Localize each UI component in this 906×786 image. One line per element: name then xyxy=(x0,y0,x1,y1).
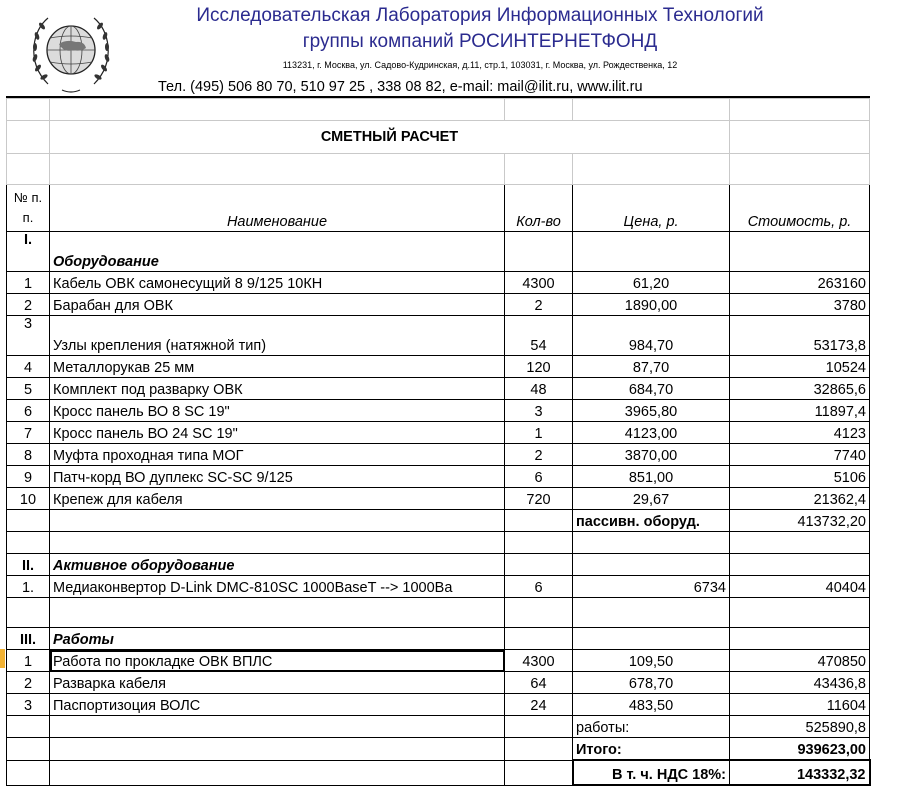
sheet-cell[interactable] xyxy=(730,628,870,650)
item-price[interactable]: 4123,00 xyxy=(573,422,730,444)
item-num[interactable]: 1. xyxy=(7,576,50,598)
sheet-cell[interactable] xyxy=(7,716,50,738)
col-header-price[interactable]: Цена, р. xyxy=(573,185,730,232)
sheet-cell[interactable] xyxy=(7,154,50,185)
item-price[interactable]: 29,67 xyxy=(573,488,730,510)
item-qty[interactable]: 48 xyxy=(505,378,573,400)
item-qty[interactable]: 6 xyxy=(505,576,573,598)
sheet-cell[interactable] xyxy=(573,99,730,121)
section-title[interactable]: Работы xyxy=(50,628,505,650)
sheet-cell[interactable] xyxy=(50,510,505,532)
item-num[interactable]: 6 xyxy=(7,400,50,422)
lab-title: Исследовательская Лаборатория Информационных Технологий xyxy=(196,5,764,26)
sheet-cell[interactable] xyxy=(50,738,505,761)
table-row xyxy=(7,400,870,422)
item-qty[interactable]: 6 xyxy=(505,466,573,488)
sheet-cell[interactable] xyxy=(50,716,505,738)
company-title: группы компаний РОСИНТЕРНЕТФОНД xyxy=(302,31,658,52)
table-row xyxy=(7,576,870,598)
sheet-cell[interactable] xyxy=(505,510,573,532)
sheet-cell[interactable] xyxy=(7,510,50,532)
item-name[interactable]: Металлорукав 25 мм xyxy=(50,356,505,378)
item-qty[interactable]: 3 xyxy=(505,400,573,422)
sheet-cell[interactable] xyxy=(7,598,50,628)
col-header-num[interactable]: № п. п. xyxy=(7,185,50,232)
works-total-value[interactable]: 525890,8 xyxy=(730,716,870,738)
table-row xyxy=(7,466,870,488)
item-name[interactable]: Барабан для ОВК xyxy=(50,294,505,316)
sheet-cell[interactable] xyxy=(50,532,505,554)
sheet-cell[interactable] xyxy=(7,99,50,121)
sheet-cell[interactable] xyxy=(505,99,573,121)
sheet-cell[interactable] xyxy=(7,760,50,785)
item-cost[interactable]: 470850 xyxy=(730,650,870,672)
laurel-right-stem xyxy=(94,18,108,84)
item-price[interactable]: 3965,80 xyxy=(573,400,730,422)
item-num[interactable]: 2 xyxy=(7,672,50,694)
sheet-cell[interactable] xyxy=(50,154,505,185)
sheet-cell[interactable] xyxy=(730,232,870,272)
table-row xyxy=(7,672,870,694)
item-price[interactable]: 483,50 xyxy=(573,694,730,716)
spacer-row xyxy=(7,532,870,554)
item-cost[interactable]: 32865,6 xyxy=(730,378,870,400)
sheet-cell[interactable] xyxy=(7,532,50,554)
passive-total-value[interactable]: 413732,20 xyxy=(730,510,870,532)
item-num[interactable]: 3 xyxy=(7,694,50,716)
item-num[interactable]: 2 xyxy=(7,294,50,316)
item-name[interactable]: Кабель ОВК самонесущий 8 9/125 10КН xyxy=(50,272,505,294)
item-num[interactable]: 10 xyxy=(7,488,50,510)
spacer-row xyxy=(7,99,870,121)
table-row xyxy=(7,316,870,356)
item-num[interactable]: 1 xyxy=(7,650,50,672)
sheet-cell[interactable] xyxy=(573,532,730,554)
item-price[interactable]: 6734 xyxy=(573,576,730,598)
item-price[interactable]: 87,70 xyxy=(573,356,730,378)
subtotal-row-passive xyxy=(7,510,870,532)
item-qty[interactable]: 4300 xyxy=(505,650,573,672)
laurel-left-stem xyxy=(34,18,48,84)
item-qty[interactable]: 64 xyxy=(505,672,573,694)
item-cost[interactable]: 53173,8 xyxy=(730,316,870,356)
section-row-equipment xyxy=(7,232,870,272)
vat-value[interactable]: 143332,32 xyxy=(730,760,870,785)
table-row xyxy=(7,650,870,672)
item-price[interactable]: 61,20 xyxy=(573,272,730,294)
spreadsheet-grid xyxy=(6,98,871,786)
item-qty[interactable]: 2 xyxy=(505,294,573,316)
item-price[interactable]: 109,50 xyxy=(573,650,730,672)
item-name[interactable]: Паспортизоция ВОЛС xyxy=(50,694,505,716)
item-cost[interactable]: 21362,4 xyxy=(730,488,870,510)
item-name[interactable]: Крепеж для кабеля xyxy=(50,488,505,510)
sheet-cell[interactable] xyxy=(573,628,730,650)
item-name[interactable]: Медиаконвертор D-Link DMC-810SC 1000BaseT --> 1000Ba xyxy=(50,576,505,598)
item-price[interactable]: 851,00 xyxy=(573,466,730,488)
table-row xyxy=(7,356,870,378)
table-row xyxy=(7,488,870,510)
sheet-cell[interactable] xyxy=(573,598,730,628)
item-name[interactable]: Муфта проходная типа МОГ xyxy=(50,444,505,466)
column-header-row xyxy=(7,185,870,232)
item-qty[interactable]: 120 xyxy=(505,356,573,378)
sheet-cell[interactable] xyxy=(730,554,870,576)
active-row-marker xyxy=(0,649,5,668)
item-price[interactable]: 684,70 xyxy=(573,378,730,400)
sheet-cell[interactable] xyxy=(50,99,505,121)
item-num[interactable]: 5 xyxy=(7,378,50,400)
sheet-cell[interactable] xyxy=(505,738,573,761)
item-cost[interactable]: 5106 xyxy=(730,466,870,488)
item-qty[interactable]: 1 xyxy=(505,422,573,444)
item-qty[interactable]: 24 xyxy=(505,694,573,716)
section-title[interactable]: Оборудование xyxy=(50,232,505,272)
item-name[interactable]: Кросс панель ВО 24 SC 19" xyxy=(50,422,505,444)
item-name[interactable]: Патч-корд ВО дуплекс SC-SC 9/125 xyxy=(50,466,505,488)
ribbon-icon xyxy=(62,90,80,92)
item-cost[interactable]: 3780 xyxy=(730,294,870,316)
sheet-cell[interactable] xyxy=(730,532,870,554)
item-qty[interactable]: 720 xyxy=(505,488,573,510)
subtotal-row-works xyxy=(7,716,870,738)
sheet-cell[interactable] xyxy=(573,554,730,576)
sheet-cell[interactable] xyxy=(50,598,505,628)
vat-row xyxy=(7,760,870,785)
item-price[interactable]: 678,70 xyxy=(573,672,730,694)
address-line: 113231, г. Москва, ул. Садово-Кудринская, д.11, стр.1, 103031, г. Москва, ул. Рождественка, 12 xyxy=(282,60,678,70)
item-qty[interactable]: 4300 xyxy=(505,272,573,294)
item-cost[interactable]: 11897,4 xyxy=(730,400,870,422)
sheet-cell[interactable] xyxy=(730,154,870,185)
grand-total-value[interactable]: 939623,00 xyxy=(730,738,870,761)
item-qty[interactable]: 2 xyxy=(505,444,573,466)
sheet-cell[interactable] xyxy=(730,99,870,121)
item-qty[interactable]: 54 xyxy=(505,316,573,356)
sheet-cell[interactable] xyxy=(505,598,573,628)
item-num[interactable]: 9 xyxy=(7,466,50,488)
sheet-cell[interactable] xyxy=(730,121,870,154)
item-name[interactable]: Разварка кабеля xyxy=(50,672,505,694)
item-num[interactable]: 3 xyxy=(7,316,50,356)
table-row xyxy=(7,422,870,444)
contacts-line: Тел. (495) 506 80 70, 510 97 25 , 338 08 82, e-mail: mail@ilit.ru, www.ilit.ru xyxy=(158,79,643,95)
spacer-row xyxy=(7,154,870,185)
item-cost[interactable]: 263160 xyxy=(730,272,870,294)
total-row xyxy=(7,738,870,761)
works-total-label[interactable]: работы: xyxy=(573,716,730,738)
table-row xyxy=(7,272,870,294)
section-num[interactable]: II. xyxy=(7,554,50,576)
table-row xyxy=(7,444,870,466)
col-header-cost[interactable]: Стоимость, р. xyxy=(730,185,870,232)
grand-total-label[interactable]: Итого: xyxy=(573,738,730,761)
sheet-cell[interactable] xyxy=(50,760,505,785)
item-name-selected-cell[interactable]: Работа по прокладке ОВК ВПЛС xyxy=(50,650,505,672)
table-row xyxy=(7,378,870,400)
section-row-works xyxy=(7,628,870,650)
col-header-qty[interactable]: Кол-во xyxy=(505,185,573,232)
sheet-cell[interactable] xyxy=(505,628,573,650)
item-num[interactable]: 4 xyxy=(7,356,50,378)
sheet-cell[interactable] xyxy=(730,598,870,628)
item-cost[interactable]: 40404 xyxy=(730,576,870,598)
sheet-cell[interactable] xyxy=(573,154,730,185)
sheet-cell[interactable] xyxy=(573,232,730,272)
sheet-cell[interactable] xyxy=(7,738,50,761)
sheet-cell[interactable] xyxy=(505,154,573,185)
item-price[interactable]: 3870,00 xyxy=(573,444,730,466)
spacer-row xyxy=(7,598,870,628)
section-title[interactable]: Активное оборудование xyxy=(50,554,505,576)
col-header-name[interactable]: Наименование xyxy=(50,185,505,232)
document-title[interactable]: СМЕТНЫЙ РАСЧЕТ xyxy=(50,121,730,154)
sheet-cell[interactable] xyxy=(505,232,573,272)
item-name[interactable]: Узлы крепления (натяжной тип) xyxy=(50,316,505,356)
sheet-cell[interactable] xyxy=(505,532,573,554)
item-num[interactable]: 1 xyxy=(7,272,50,294)
table-row xyxy=(7,694,870,716)
organization-logo xyxy=(26,6,116,96)
sheet-cell[interactable] xyxy=(505,716,573,738)
table-row xyxy=(7,294,870,316)
section-num[interactable]: III. xyxy=(7,628,50,650)
item-cost[interactable]: 11604 xyxy=(730,694,870,716)
sheet-cell[interactable] xyxy=(505,760,573,785)
item-cost[interactable]: 10524 xyxy=(730,356,870,378)
item-cost[interactable]: 7740 xyxy=(730,444,870,466)
section-row-active xyxy=(7,554,870,576)
item-num[interactable]: 7 xyxy=(7,422,50,444)
item-name[interactable]: Кросс панель ВО 8 SC 19" xyxy=(50,400,505,422)
sheet-cell[interactable] xyxy=(7,121,50,154)
item-price[interactable]: 984,70 xyxy=(573,316,730,356)
item-cost[interactable]: 4123 xyxy=(730,422,870,444)
item-name[interactable]: Комплект под разварку ОВК xyxy=(50,378,505,400)
passive-total-label[interactable]: пассивн. оборуд. xyxy=(573,510,730,532)
item-price[interactable]: 1890,00 xyxy=(573,294,730,316)
item-num[interactable]: 8 xyxy=(7,444,50,466)
item-cost[interactable]: 43436,8 xyxy=(730,672,870,694)
sheet-cell[interactable] xyxy=(505,554,573,576)
vat-label[interactable]: В т. ч. НДС 18%: xyxy=(573,760,730,785)
section-num[interactable]: I. xyxy=(7,232,50,272)
